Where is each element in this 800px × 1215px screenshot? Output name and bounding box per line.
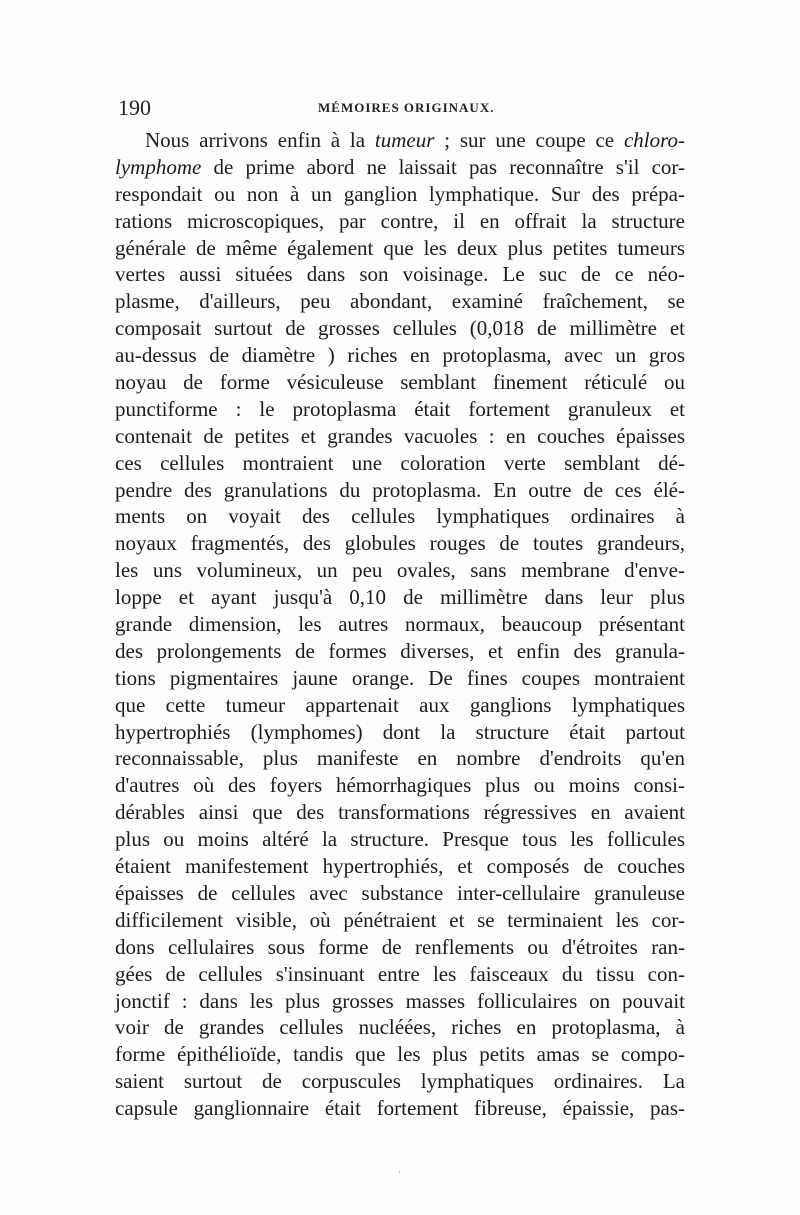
text-line: forme épithélioïde, tandis que les plus petits amas se compo- [115,1042,685,1067]
text-line: ces cellules montraient une coloration verte semblant dé- [115,450,685,475]
text-line: contenait de petites et grandes vacuoles : en couches épaisses [115,423,685,448]
text-line: épaisses de cellules avec substance inter-cellulaire granuleuse [115,880,685,905]
text-line: respondait ou non à un ganglion lymphatique. Sur des prépa- [115,181,685,206]
signature-mark: ˌ [398,1162,402,1173]
text-line: plus ou moins altéré la structure. Presque tous les follicules [115,827,685,852]
text-line: jonctif : dans les plus grosses masses folliculaires on pouvait [115,988,685,1013]
text-line: d'autres où des foyers hémorrhagiques plus ou moins consi- [115,773,685,798]
text-line: voir de grandes cellules nucléées, riches en protoplasma, à [115,1015,685,1040]
text-line: rations microscopiques, par contre, il en offrait la structure [115,208,685,233]
text-line: que cette tumeur appartenait aux ganglions lymphatiques [115,692,685,717]
text-line: capsule ganglionnaire était fortement fibreuse, épaissie, pas- [115,1096,685,1121]
text-line: noyau de forme vésiculeuse semblant finement réticulé ou [115,370,685,395]
text-line: au-dessus de diamètre ) riches en protoplasma, avec un gros [115,343,685,368]
body-paragraph [115,127,685,1122]
running-head [118,95,683,125]
text-line: ments on voyait des cellules lymphatiques ordinaires à [115,504,685,529]
text-line: Nous arrivons enfin à la tumeur ; sur une coupe ce chloro- [145,128,686,152]
text-line: reconnaissable, plus manifeste en nombre d'endroits qu'en [115,746,685,771]
text-line: étaient manifestement hypertrophiés, et composés de couches [115,854,685,879]
text-line: dons cellulaires sous forme de renflements ou d'étroites ran- [115,934,685,959]
text-line: difficilement visible, où pénétraient et se terminaient les cor- [115,907,685,932]
text-line: plasme, d'ailleurs, peu abondant, examiné fraîchement, se [115,289,685,314]
text-line: des prolongements de formes diverses, et enfin des granula- [115,638,685,663]
text-line: saient surtout de corpuscules lymphatiques ordinaires. La [115,1069,685,1094]
text-line: punctiforme : le protoplasma était fortement granuleux et [115,396,685,421]
text-line: dérables ainsi que des transformations régressives en avaient [115,800,685,825]
page-number: 190 [118,95,151,120]
text-line: noyaux fragmentés, des globules rouges de toutes grandeurs, [115,531,685,556]
text-line: grande dimension, les autres normaux, beaucoup présentant [115,612,685,637]
text-line: hypertrophiés (lymphomes) dont la structure était partout [115,719,685,744]
text-line: pendre des granulations du protoplasma. En outre de ces élé- [115,477,685,502]
text-line: générale de même également que les deux plus petites tumeurs [115,235,685,260]
running-title: MÉMOIRES ORIGINAUX. [318,100,495,115]
text-line: tions pigmentaires jaune orange. De fines coupes montraient [115,665,685,690]
text-line: loppe et ayant jusqu'à 0,10 de millimètre dans leur plus [115,585,685,610]
text-line: lymphome de prime abord ne laissait pas reconnaître s'il cor- [115,154,685,179]
text-line: gées de cellules s'insinuant entre les faisceaux du tissu con- [115,961,685,986]
text-line: vertes aussi situées dans son voisinage. Le suc de ce néo- [115,262,685,287]
text-line: composait surtout de grosses cellules (0,018 de millimètre et [115,316,685,341]
text-line: les uns volumineux, un peu ovales, sans membrane d'enve- [115,558,685,583]
